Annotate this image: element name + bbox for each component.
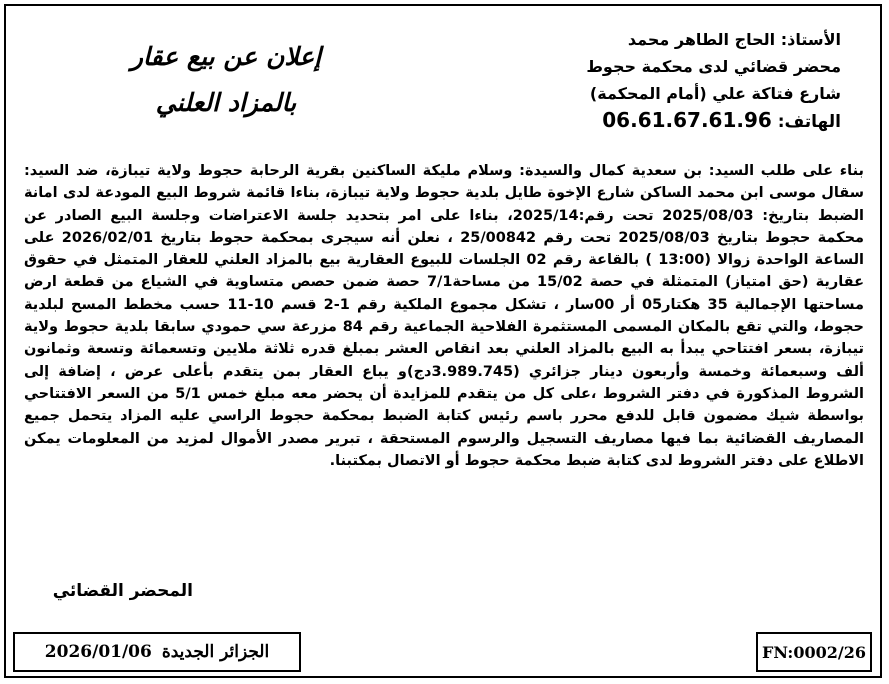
phone-number: 06.61.67.61.96	[602, 108, 772, 132]
publication-date: 2026/01/06	[44, 642, 152, 662]
bailiff-address: شارع فتاكة علي (أمام المحكمة)	[589, 84, 841, 103]
bailiff-name: الأستاذ: الحاج الطاهر محمد	[627, 30, 841, 49]
newspaper-box	[13, 632, 301, 672]
announcement-body: بناء على طلب السيد: بن سعدية كمال والسيدة: وسلام مليكة الساكنين بقرية الرحابة حجوط ولاية تيبازة، ضد السيد: سقال موسى ابن محمد الساكن شارع الإخوة طايل بلدية حجوط ولاية تيبازة، بناءا قائمة شروط البيع المودعة لدى امانة الضبط بتاريخ: 2025/08/03 تحت رقم:2025/14، بناءا على امر بتحديد جلسة الاعتراضات وجلسة البيع الصادر عن محكمة حجوط بتاريخ 2025/08/03 تحت رقم 25/00842 ، نعلن أنه سيجرى بمحكمة حجوط بتاريخ 2026/02/01 على الساعة الواحدة زوالا (13:00 ) بالقاعة رقم 02 الجلسات للبيوع العقارية بيع بالمزاد العلني للعقار المتمثل في حقوق عقارية (حق امتياز) المتمثلة في حصة 15/02 من مساحة7/1 حصة ضمن حصص متساوية في الشياع من قطعة ارض مساحتها الإجمالية 35 هكتار05 أر 00سار ، تشكل مجموع الملكية رقم 1-2 قسم 10-11 حسب مخطط المسح لبلدية حجوط، والتي تقع بالمكان المسمى المستثمرة الفلاحية الجماعية رقم 84 مزرعة سي حمودي سابقا بلدية حجوط ولاية تيبازة، بسعر افتتاحي يبدأ به البيع بالمزاد العلني بعد انقاص العشر بمبلغ قدره ثلاثة ملايين وتسعمائة وتسعة وثمانون ألف وسبعمائة وخمسة وأربعون دينار جزائري (3.989.745دج)و يباع العقار بمن يتقدم بأعلى عرض ، إضافة إلى الشروط المذكورة في دفتر الشروط ،على كل من يتقدم للمزايدة أن يحضر معه مبلغ خمس 5/1 من السعر الافتتاحي بواسطة شيك مضمون قابل للدفع محرر باسم رئيس كتابة الضبط بمحكمة حجوط الراسي عليه المزاد يتحمل جميع المصاريف القضائية بما فيها مصاريف التسجيل والرسوم المستحقة ، تبرير مصدر الأموال لمزيد من المعلومات يمكن الاطلاع على دفتر الشروط لدى كتابة ضبط محكمة حجوط أو الاتصال بمكتبنا.	[24, 163, 865, 469]
bailiff-phone	[481, 107, 841, 136]
bailiff-info	[481, 26, 841, 136]
newspaper-name: الجزائر الجديدة	[161, 642, 270, 662]
fn-box	[756, 632, 872, 672]
announcement-title	[96, 34, 356, 126]
title-line-2: بالمزاد العلني	[155, 88, 297, 117]
phone-label: الهاتف:	[777, 112, 841, 132]
bailiff-role: محضر قضائي لدى محكمة حجوط	[586, 57, 841, 76]
fn-number: FN:0002/26	[762, 642, 866, 662]
title-line-1: إعلان عن بيع عقار	[130, 42, 322, 71]
signature: المحضر القضائي	[52, 581, 193, 601]
